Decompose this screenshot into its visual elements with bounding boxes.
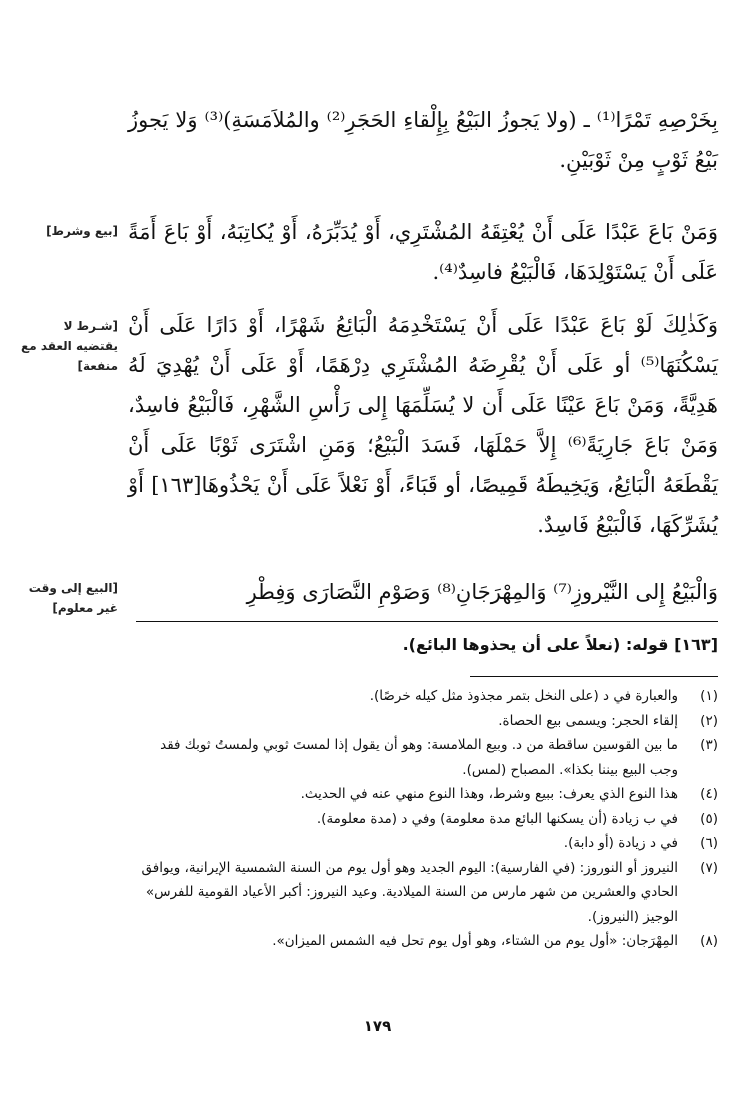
- footnote-number: (٤): [700, 786, 718, 802]
- footnote-number: (٨): [700, 933, 718, 949]
- footnotes: [128, 684, 718, 954]
- footnote: [128, 709, 718, 734]
- footnote-number: (٦): [700, 835, 718, 851]
- margin-gloss: [البيع إلى وقت غير معلوم]: [28, 581, 118, 615]
- page-number: ١٧٩: [363, 1017, 392, 1035]
- footnote-number: (١): [700, 688, 718, 704]
- footnote: [128, 831, 718, 856]
- footnote-number: (٣): [700, 737, 718, 753]
- footnote: [128, 684, 718, 709]
- main-text-paragraph: بِخَرْصِهِ تَمْرًا⁽¹⁾ ـ (ولا يَجوزُ البَيْعُ بِإِلْقاءِ الحَجَرِ⁽²⁾ والمُلاَمَسَةِ)⁽³⁾ وَلا يَجوزُ بَيْعُ ثَوْبٍ مِنْ ثَوْبَيْنِ.: [128, 108, 718, 172]
- footnote: [128, 782, 718, 807]
- footnote-divider: [470, 676, 718, 677]
- footnote-text: المِهْرَجان: «أول يوم من الشتاء، وهو أول يوم تحل فيه الشمس الميزان».: [272, 933, 678, 949]
- footnote: [128, 856, 718, 930]
- footnote-text: ما بين القوسين ساقطة من د. وبيع الملامسة: وهو أن يقول إذا لمستَ ثوبي ولمستُ ثوبك فقد وجب البيع بيننا بكذا». المصباح (لمس).: [160, 737, 678, 778]
- footnote: [128, 807, 718, 832]
- footnote-text: في د زيادة (أو دابة).: [563, 835, 678, 851]
- main-text-paragraph: وَمَنْ بَاعَ عَبْدًا عَلَى أَنْ يُعْتِقَهُ المُشْتَرِي، أَوْ يُدَبِّرَهُ، أَوْ يُكاتِبَهُ، أَوْ بَاعَ أَمَةً عَلَى أَنْ يَسْتَوْلِدَهَا، فَالْبَيْعُ فاسِدٌ⁽⁴⁾.: [128, 220, 718, 284]
- footnote-number: (٢): [700, 712, 718, 729]
- footnote-number: (٧): [700, 859, 718, 876]
- footnote-text: إلقاء الحجر: ويسمى بيع الحصاة.: [498, 712, 678, 729]
- footnote-number: (٥): [700, 810, 718, 827]
- commentary-note: [١٦٣] قوله: (نعلاً على أن يحذوها البائع).: [402, 635, 718, 654]
- main-text-paragraph: وَكَذٰلِكَ لَوْ بَاعَ عَبْدًا عَلَى أَنْ يَسْتَخْدِمَهُ الْبَائِعُ شَهْرًا، أَوْ دَارًا عَلَى أَنْ يَسْكُنَهَا⁽⁵⁾ أو عَلَى أَنْ يُقْرِضَهُ المُشْتَرِي دِرْهَمًا، أَوْ عَلَى أَنْ يُهْدِيَ لَهُ هَدِيَّةً، وَمَنْ بَاعَ عَيْنًا عَلَى أَن لا يُسَلِّمَهَا إِلى رَأْسِ الشَّهْرِ، فَالْبَيْعُ فاسِدٌ، وَمَنْ بَاعَ جَارِيَةً⁽⁶⁾ إِلاَّ حَمْلَهَا، فَسَدَ الْبَيْعُ؛ وَمَنِ اشْتَرَى ثَوْبًا عَلَى أَنْ يَقْطَعَهُ الْبَائِعُ، وَيَخِيطَهُ قَمِيصًا، أو قَبَاءً، أَوْ نَعْلاً عَلَى أَنْ يَحْذُوهَا[١٦٣] أَوْ يُشَرِّكَهَا، فَالْبَيْعُ فَاسِدٌ.: [128, 313, 719, 537]
- footnote-text: النيروز أو النوروز: (في الفارسية): اليوم الجديد وهو أول يوم من السنة الشمسية الإيرانية، ويوافق الحادي والعشرين من شهر مارس من السنة الميلادية. وعيد النيروز: أكبر الأعياد القومية للفرس» الوجيز (النيروز).: [141, 859, 678, 925]
- footnote-text: والعبارة في د (على النخل بتمر مجذوذ مثل كيله خرصًا).: [369, 688, 678, 704]
- margin-gloss: [بيع وشرط]: [46, 224, 118, 238]
- commentary-divider: [136, 621, 718, 622]
- main-text-paragraph: وَالْبَيْعُ إِلى النَّيْروزِ⁽⁷⁾ وَالمِهْرَجَانِ⁽⁸⁾ وَصَوْمِ النَّصَارَى وَفِطْرِ: [246, 580, 718, 604]
- footnote-text: هذا النوع الذي يعرف: ببيع وشرط، وهذا النوع منهي عنه في الحديث.: [300, 786, 678, 802]
- footnote: [128, 929, 718, 954]
- margin-gloss: [شـرط لا يقتضيه العقد مع منفعة]: [21, 319, 118, 373]
- footnote: [128, 733, 718, 782]
- footnote-text: في ب زيادة (أن يسكنها البائع مدة معلومة) وفي د (مدة معلومة).: [316, 810, 678, 827]
